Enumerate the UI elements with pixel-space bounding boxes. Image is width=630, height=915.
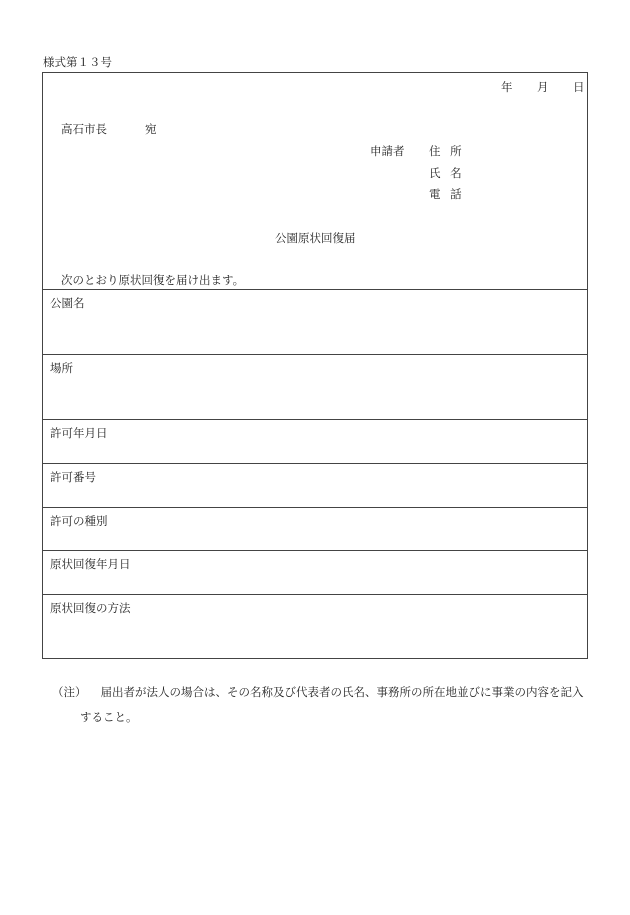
divider [43,463,587,464]
divider [43,354,587,355]
form-frame [42,72,588,659]
intro-text: 次のとおり原状回復を届け出ます。 [61,273,245,287]
field-label-location: 場所 [50,361,73,375]
date-day-label: 日 [573,80,585,94]
note [52,684,584,700]
applicant-label: 申請者 [370,144,405,158]
field-label-restoration-date: 原状回復年月日 [50,557,131,571]
form-title: 公園原状回復届 [275,231,356,245]
divider [43,550,587,551]
field-label-permit-type: 許可の種別 [50,514,108,528]
field-label-permit-date: 許可年月日 [50,426,108,440]
form-number: 様式第１３号 [43,55,112,69]
applicant-address-label: 住 所 [429,144,465,158]
divider [43,594,587,595]
addressee-honorific: 宛 [145,122,157,136]
field-label-park-name: 公園名 [50,296,85,310]
applicant-name-label: 氏 名 [429,166,465,180]
divider [43,507,587,508]
field-label-restoration-method: 原状回復の方法 [50,601,131,615]
date-year-label: 年 [501,80,513,94]
divider [43,289,587,290]
note-line-1: 届出者が法人の場合は、その名称及び代表者の氏名、事務所の所在地並びに事業の内容を記入 [100,685,584,699]
field-label-permit-number: 許可番号 [50,470,96,484]
addressee-name: 高石市長 [61,122,107,136]
note-line-2: すること。 [80,710,138,724]
applicant-phone-label: 電 話 [429,187,465,201]
note-marker: （注） [52,685,87,699]
divider [43,419,587,420]
date-month-label: 月 [537,80,549,94]
